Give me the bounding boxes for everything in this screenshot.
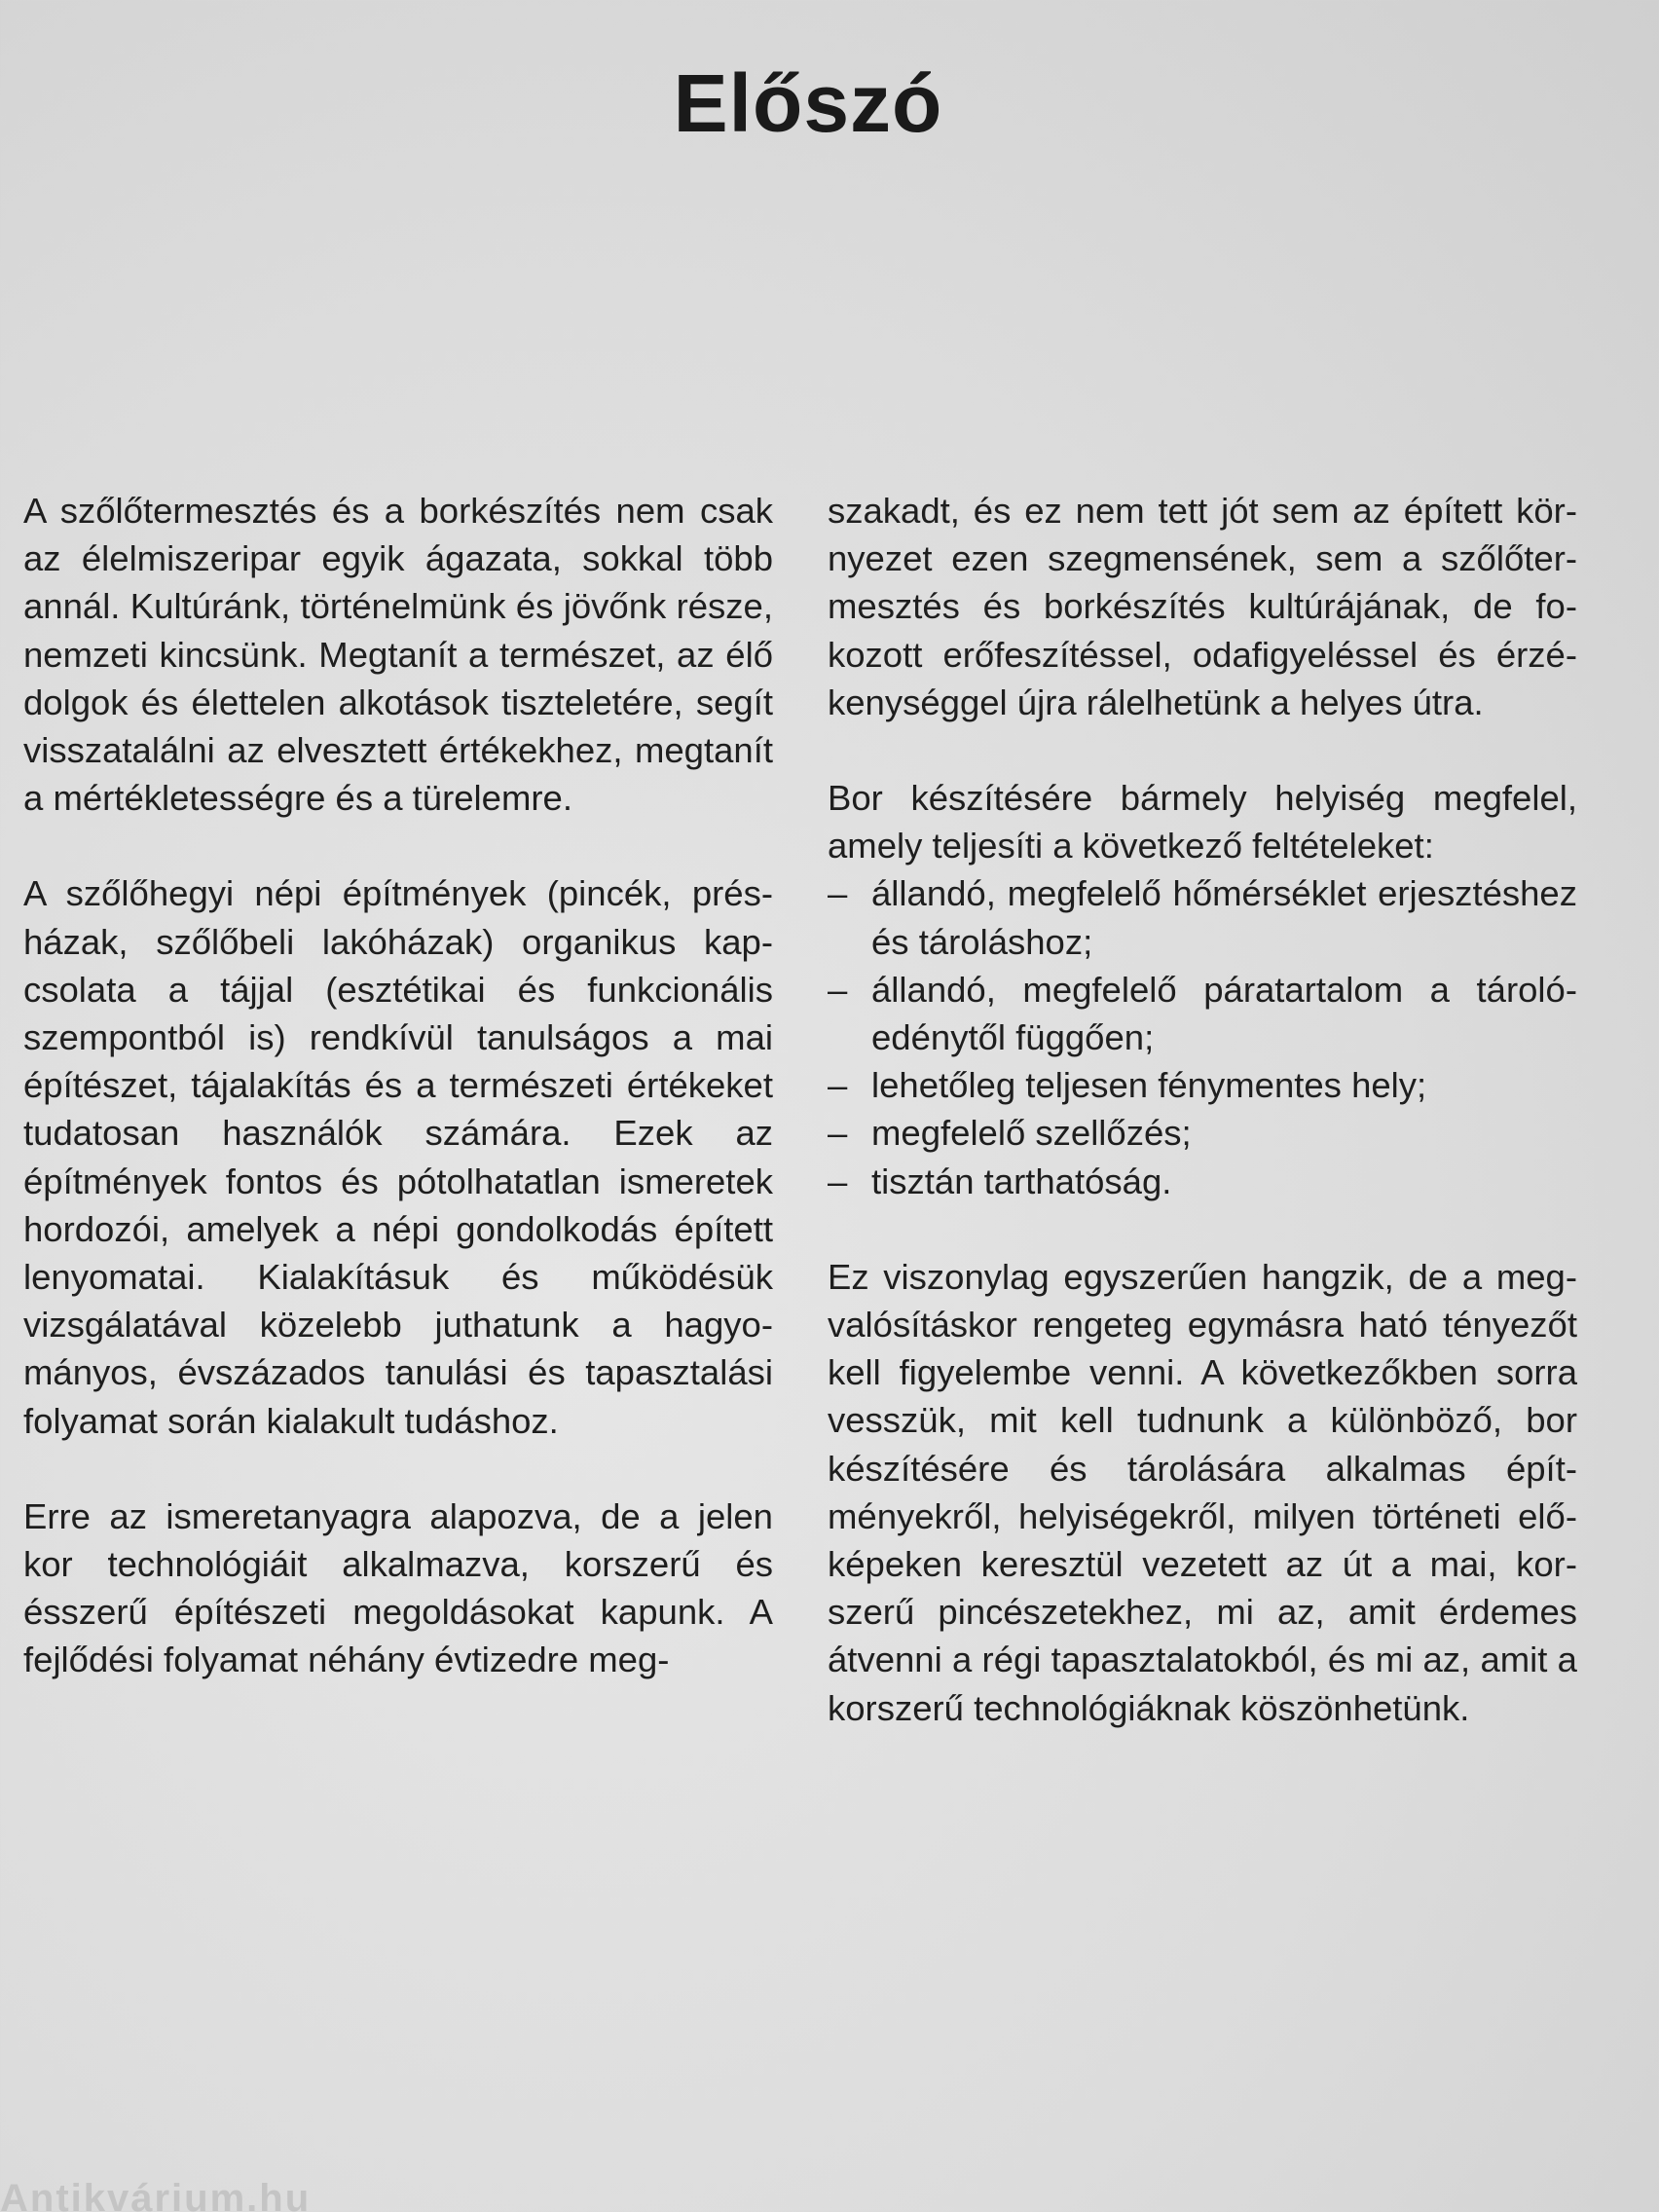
list-dash: – [828,1113,848,1154]
paragraph-intro: A szőlőtermesztés és a borkészítés nem csak az élelmiszeripar egyik ágazata, sokkal több annál. Kultúránk, történelmünk és jövőnk része, nemzeti kincsünk. Megtanít a természet, az élő dolgok és élettelen alkotások tiszteletére, segít visszatalálni az elvesztett értékekhez, megtanít a mértékletességre és a türelemre. [23,491,773,819]
paragraph-folk-buildings: A szőlőhegyi népi építmények (pincék, présházak, szőlőbeli lakóházak) organikus kapcsolata a tájjal (esztétikai és funkcionális szempontból is) rendkívül tanulságos a mai építészet, tájalakítás és a természeti értékeket tudatosan használók számára. Ezek az építmények fontos és pótolhatatlan ismeretek hordozói, amelyek a népi gondolkodás épített lenyomatai. Kialakításuk és működésük vizsgálatával közelebb juthatunk a hagyományos, évszázados tanulási és tapasztalási folyamat során kialakult tudáshoz. [23,873,773,1441]
paragraph-conclusion: Ez viszonylag egyszerűen hangzik, de a megvalósításkor rengeteg egymásra ható tényezőt kell figyelembe venni. A következőkben sorra vesszük, mit kell tudnunk a különböző, bor készítésére és tárolására alkalmas építményekről, helyiségekről, milyen történeti előképeken keresztül vezetett az út a mai, korszerű pincészetekhez, mi az, amit érdemes átvenni a régi tapasztalatokból, és mi az, amit a korszerű technológiáknak köszönhetünk. [828,1256,1577,1728]
paragraph-continuation: szakadt, és ez nem tett jót sem az épített környezet ezen szegmensének, sem a szőlőtermesztés és borkészítés kultúrájának, de fokozott erőfeszítéssel, odafigyeléssel és érzékenységgel újra rálelhetünk a helyes útra. [828,491,1577,722]
watermark: Antikvárium.hu [0,2177,312,2212]
list-dash: – [828,969,848,1010]
list-item: – tisztán tarthatóság. [828,1158,1577,1205]
list-item: – lehetőleg teljesen fénymentes hely; [828,1061,1577,1109]
requirements-list [828,869,1577,1204]
list-dash: – [828,1161,848,1201]
list-item: – megfelelő szellőzés; [828,1109,1577,1157]
list-dash: – [828,1065,848,1106]
list-dash: – [828,873,848,914]
paragraph-requirements-intro: Bor készítésére bármely helyiség megfelel, amely teljesíti a következő feltételeket: [828,778,1577,866]
list-item: – állandó, megfelelő hőmérséklet erjesztéshez és tároláshoz; [828,869,1577,965]
right-text-column [828,487,1577,1780]
left-text-column [23,487,773,1732]
list-item: – állandó, megfelelő páratartalom a tárolóedénytől függően; [828,966,1577,1061]
page-title: Előszó [673,57,943,149]
paragraph-modern-solutions: Erre az ismeretanyagra alapozva, de a jelen kor technológiáit alkalmazva, korszerű és ésszerű építészeti megoldásokat kapunk. A fejlődési folyamat néhány évtizedre meg- [23,1495,773,1680]
